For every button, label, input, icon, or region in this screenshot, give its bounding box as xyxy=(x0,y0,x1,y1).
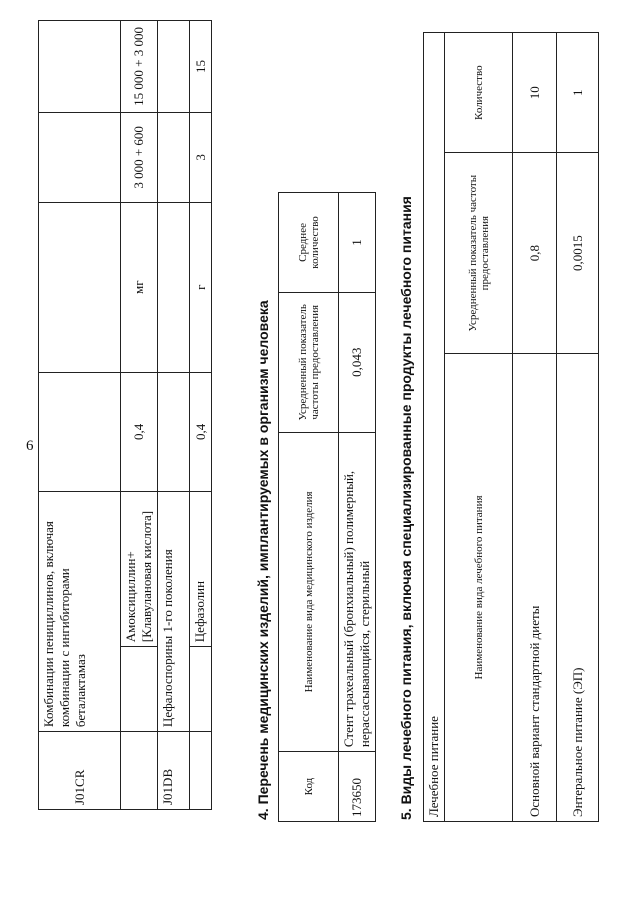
device-name: Стент трахеальный (бронхиальный) полимерный, нерассасывающийся, стерильный xyxy=(339,432,376,751)
table-row xyxy=(424,33,445,822)
cell xyxy=(158,21,190,113)
implants-table xyxy=(278,192,376,822)
table-row xyxy=(190,21,212,810)
table-header-row xyxy=(445,33,513,822)
cell xyxy=(190,732,212,810)
table-header-row xyxy=(279,193,339,822)
sdd-value: 3 xyxy=(190,112,212,202)
qty-value: 1 xyxy=(339,193,376,293)
drugs-table xyxy=(38,20,212,810)
section-5-title: 5. Виды лечебного питания, включая специализированные продукты лечебного питания xyxy=(398,196,414,820)
col-header: Наименование вида лечебного питания xyxy=(445,353,513,821)
cell xyxy=(158,372,190,492)
col-header: Усредненный показатель частоты предоставления xyxy=(279,292,339,432)
table-row xyxy=(158,21,190,810)
drug-name: Цефазолин xyxy=(190,492,212,647)
unit-value: г xyxy=(190,202,212,372)
qty-value: 1 xyxy=(557,33,599,153)
table-row xyxy=(39,21,121,810)
cell xyxy=(121,647,158,732)
cell xyxy=(39,21,121,113)
atc-code: J01DB xyxy=(158,732,190,810)
freq-value: 0,043 xyxy=(339,292,376,432)
cell xyxy=(190,647,212,732)
cell xyxy=(39,202,121,372)
col-header: Количество xyxy=(445,33,513,153)
cell xyxy=(121,732,158,810)
diet-name: Основной вариант стандартной диеты xyxy=(513,353,557,821)
table-row xyxy=(557,33,599,822)
page-number: 6 xyxy=(26,438,34,454)
nutrition-table xyxy=(423,32,599,822)
skd-value: 15 xyxy=(190,21,212,113)
table-row xyxy=(339,193,376,822)
unit-value: мг xyxy=(121,202,158,372)
drug-group: Комбинации пенициллинов, включая комбинации с ингибиторами беталактамаз xyxy=(39,492,121,732)
group-label: Лечебное питание xyxy=(424,33,445,822)
section-4-title: 4. Перечень медицинских изделий, имплантируемых в организм человека xyxy=(255,300,271,820)
col-header: Код xyxy=(279,752,339,822)
freq-value: 0,4 xyxy=(121,372,158,492)
freq-value: 0,4 xyxy=(190,372,212,492)
diet-name: Энтеральное питание (ЭП) xyxy=(557,353,599,821)
table-row xyxy=(513,33,557,822)
freq-value: 0,0015 xyxy=(557,153,599,354)
cell xyxy=(39,372,121,492)
qty-value: 10 xyxy=(513,33,557,153)
drug-group: Цефалоспорины 1-го поколения xyxy=(158,492,190,732)
cell xyxy=(158,202,190,372)
drug-name: Амоксициллин+[Клавулановая кислота] xyxy=(121,492,158,647)
freq-value: 0,8 xyxy=(513,153,557,354)
device-code: 173650 xyxy=(339,752,376,822)
col-header: Среднее количество xyxy=(279,193,339,293)
sdd-value: 3 000 + 600 xyxy=(121,112,158,202)
table-row xyxy=(121,21,158,810)
atc-code: J01CR xyxy=(39,732,121,810)
cell xyxy=(39,112,121,202)
skd-value: 15 000 + 3 000 xyxy=(121,21,158,113)
cell xyxy=(158,112,190,202)
col-header: Усредненный показатель частоты предоставления xyxy=(445,153,513,354)
col-header: Наименование вида медицинского изделия xyxy=(279,432,339,751)
